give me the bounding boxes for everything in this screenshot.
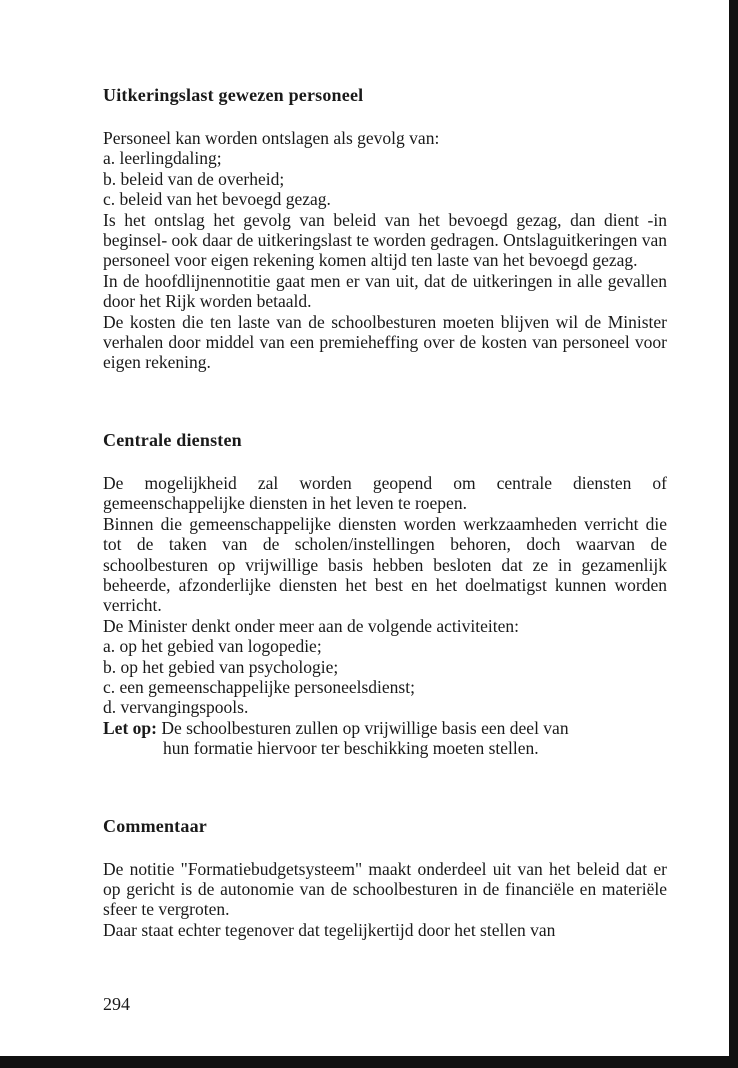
intro-text: Personeel kan worden ontslagen als gevolg van: xyxy=(103,128,440,148)
section-heading-commentaar: Commentaar xyxy=(103,815,207,836)
scan-edge-right xyxy=(729,0,738,1068)
note xyxy=(103,718,667,738)
list-item: a. op het gebied van logopedie; xyxy=(103,636,322,657)
paragraph: Is het ontslag het gevolg van beleid van het bevoegd gezag, dan dient -in beginsel- ook daar de uitkeringslast te worden gedragen. Ontslaguitkeringen van personeel voor eigen rekening komen altijd ten laste van het bevoegd gezag. xyxy=(103,209,667,271)
paragraph: Binnen die gemeenschappelijke diensten worden werkzaamheden verricht die tot de taken van de scholen/instellingen behoren, doch waarvan de schoolbesturen op vrijwillige basis hebben besloten dat ze in gezamenlijk beheerde, afzonderlijke diensten het best en het doelmatigst kunnen worden verricht. xyxy=(103,513,667,616)
scan-edge-bottom xyxy=(0,1056,738,1068)
page-content xyxy=(103,84,667,940)
section-heading-centrale-diensten: Centrale diensten xyxy=(103,429,242,450)
paragraph: De mogelijkheid zal worden geopend om centrale diensten of gemeenschappelijke diensten in het leven te roepen. xyxy=(103,472,667,514)
list-item: c. een gemeenschappelijke personeelsdienst; xyxy=(103,676,415,697)
paragraph: In de hoofdlijnennotitie gaat men er van uit, dat de uitkeringen in alle gevallen door het Rijk worden betaald. xyxy=(103,270,667,312)
list-item: a. leerlingdaling; xyxy=(103,148,222,169)
paragraph: Daar staat echter tegenover dat tegelijkertijd door het stellen van xyxy=(103,919,556,940)
note-continuation: hun formatie hiervoor ter beschikking moeten stellen. xyxy=(163,738,539,759)
paragraph: De notitie "Formatiebudgetsysteem" maakt onderdeel uit van het beleid dat er op gericht is de autonomie van de schoolbesturen in de financiële en materiële sfeer te vergroten. xyxy=(103,858,667,920)
page-number: 294 xyxy=(103,994,130,1014)
note-text: De schoolbesturen zullen op vrijwillige basis een deel van xyxy=(161,717,569,738)
list-item: c. beleid van het bevoegd gezag. xyxy=(103,189,331,210)
list-item: b. op het gebied van psychologie; xyxy=(103,656,339,677)
list-item: d. vervangingspools. xyxy=(103,697,249,718)
paragraph: De kosten die ten laste van de schoolbesturen moeten blijven wil de Minister verhalen door middel van een premieheffing over de kosten van personeel voor eigen rekening. xyxy=(103,311,667,373)
paragraph: De Minister denkt onder meer aan de volgende activiteiten: xyxy=(103,615,519,636)
section-heading-uitkeringslast: Uitkeringslast gewezen personeel xyxy=(103,85,364,105)
list-item: b. beleid van de overheid; xyxy=(103,168,285,189)
note-label: Let op: xyxy=(103,717,157,738)
